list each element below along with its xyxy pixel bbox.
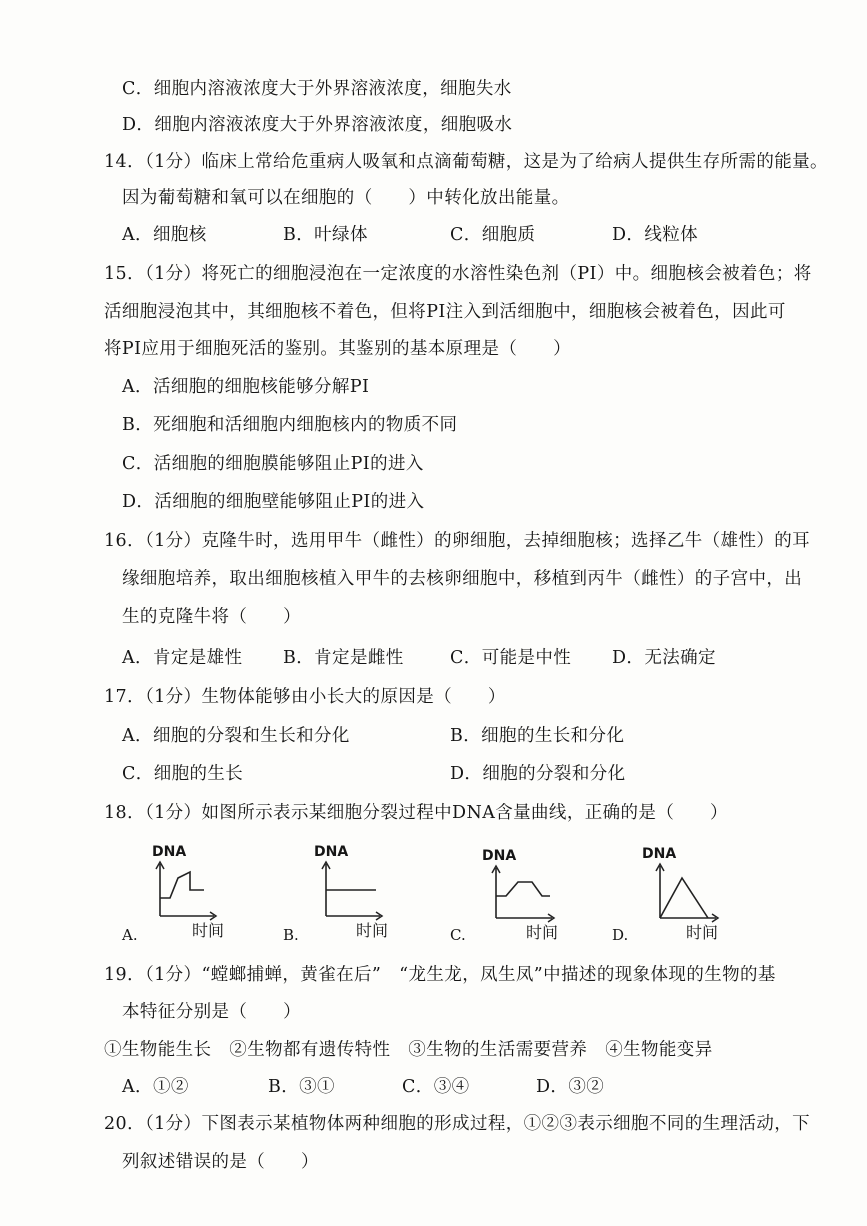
q18-graph-d-plot [640, 846, 750, 946]
q15-option-d: D．活细胞的细胞壁能够阻止PI的进入 [122, 492, 425, 512]
q18-stem: 18．（1分）如图所示表示某细胞分裂过程中DNA含量曲线，正确的是（ ） [104, 803, 728, 823]
q19-stem-line1: 19．（1分）“螳螂捕蝉，黄雀在后” “龙生龙，凤生凤”中描述的现象体现的生物的基 [104, 965, 776, 985]
q15-stem-line1: 15．（1分）将死亡的细胞浸泡在一定浓度的水溶性染色剂（PI）中。细胞核会被着色；将 [104, 264, 812, 284]
q18-graph-b-ylabel: DNA [314, 844, 349, 860]
q14-option-b: B．叶绿体 [283, 225, 368, 245]
q14-stem-line2: 因为葡萄糖和氧可以在细胞的（ ）中转化放出能量。 [122, 188, 570, 208]
q18-graph-b-xlabel: 时间 [356, 921, 389, 940]
q17-option-d: D．细胞的分裂和分化 [450, 764, 626, 784]
q14-option-c: C．细胞质 [450, 225, 536, 245]
q16-option-c: C．可能是中性 [450, 648, 572, 668]
q18-graph-a-letter: A. [122, 926, 138, 944]
q15-option-a: A．活细胞的细胞核能够分解PI [122, 377, 370, 397]
q17-option-a: A．细胞的分裂和生长和分化 [122, 726, 350, 746]
q16-option-b: B．肯定是雌性 [283, 648, 404, 668]
q16-option-d: D．无法确定 [612, 648, 716, 668]
q18-graph-c [476, 846, 586, 946]
q18-graph-a-ylabel: DNA [152, 844, 187, 860]
q19-stem-line2: 本特征分别是（ ） [122, 1002, 301, 1022]
q16-option-a: A．肯定是雄性 [122, 648, 243, 668]
q13-option-d: D．细胞内溶液浓度大于外界溶液浓度，细胞吸水 [122, 115, 513, 135]
q15-stem-line3: 将PI应用于细胞死活的鉴别。其鉴别的基本原理是（ ） [104, 339, 571, 359]
q19-option-d: D．③② [536, 1077, 605, 1097]
q18-graph-c-ylabel: DNA [482, 848, 517, 864]
q16-stem-line3: 生的克隆牛将（ ） [122, 607, 301, 627]
q17-option-b: B．细胞的生长和分化 [450, 726, 625, 746]
q19-option-a: A．①② [122, 1077, 189, 1097]
q18-graph-a-plot [140, 842, 250, 942]
q18-graph-c-letter: C. [450, 926, 466, 944]
q15-option-c: C．活细胞的细胞膜能够阻止PI的进入 [122, 454, 424, 474]
q20-stem-line2: 列叙述错误的是（ ） [122, 1152, 319, 1172]
q13-option-c: C．细胞内溶液浓度大于外界溶液浓度，细胞失水 [122, 79, 512, 99]
q16-stem-line1: 16．（1分）克隆牛时，选用甲牛（雌性）的卵细胞，去掉细胞核；选择乙牛（雄性）的耳 [104, 531, 811, 551]
q18-graph-d-letter: D. [612, 926, 629, 944]
q14-stem-line1: 14．（1分）临床上常给危重病人吸氧和点滴葡萄糖，这是为了给病人提供生存所需的能量。 [104, 152, 828, 172]
q18-graph-b-plot [306, 842, 416, 942]
q18-graph-c-xlabel: 时间 [526, 923, 559, 942]
q18-graph-d-xlabel: 时间 [686, 923, 719, 942]
q18-graph-b-letter: B. [283, 926, 299, 944]
q15-option-b: B．死细胞和活细胞内细胞核内的物质不同 [122, 415, 458, 435]
q18-graph-a [140, 842, 250, 942]
q18-graph-a-xlabel: 时间 [192, 921, 225, 940]
q18-graph-d-ylabel: DNA [642, 846, 677, 862]
q18-graph-b [306, 842, 416, 942]
q20-stem-line1: 20．（1分）下图表示某植物体两种细胞的形成过程，①②③表示细胞不同的生理活动，下 [104, 1114, 811, 1134]
q18-graph-c-plot [476, 846, 586, 946]
q17-option-c: C．细胞的生长 [122, 764, 244, 784]
q17-stem: 17．（1分）生物体能够由小长大的原因是（ ） [104, 687, 506, 707]
q14-option-a: A．细胞核 [122, 225, 207, 245]
q19-option-b: B．③① [268, 1077, 335, 1097]
q19-items: ①生物能生长 ②生物都有遗传特性 ③生物的生活需要营养 ④生物能变异 [104, 1040, 713, 1060]
q19-option-c: C．③④ [402, 1077, 470, 1097]
q16-stem-line2: 缘细胞培养，取出细胞核植入甲牛的去核卵细胞中，移植到丙牛（雌性）的子宫中，出 [122, 569, 803, 589]
q18-graph-d [640, 846, 750, 946]
q14-option-d: D．线粒体 [612, 225, 699, 245]
q15-stem-line2: 活细胞浸泡其中，其细胞核不着色，但将PI注入到活细胞中，细胞核会被着色，因此可 [104, 302, 786, 322]
